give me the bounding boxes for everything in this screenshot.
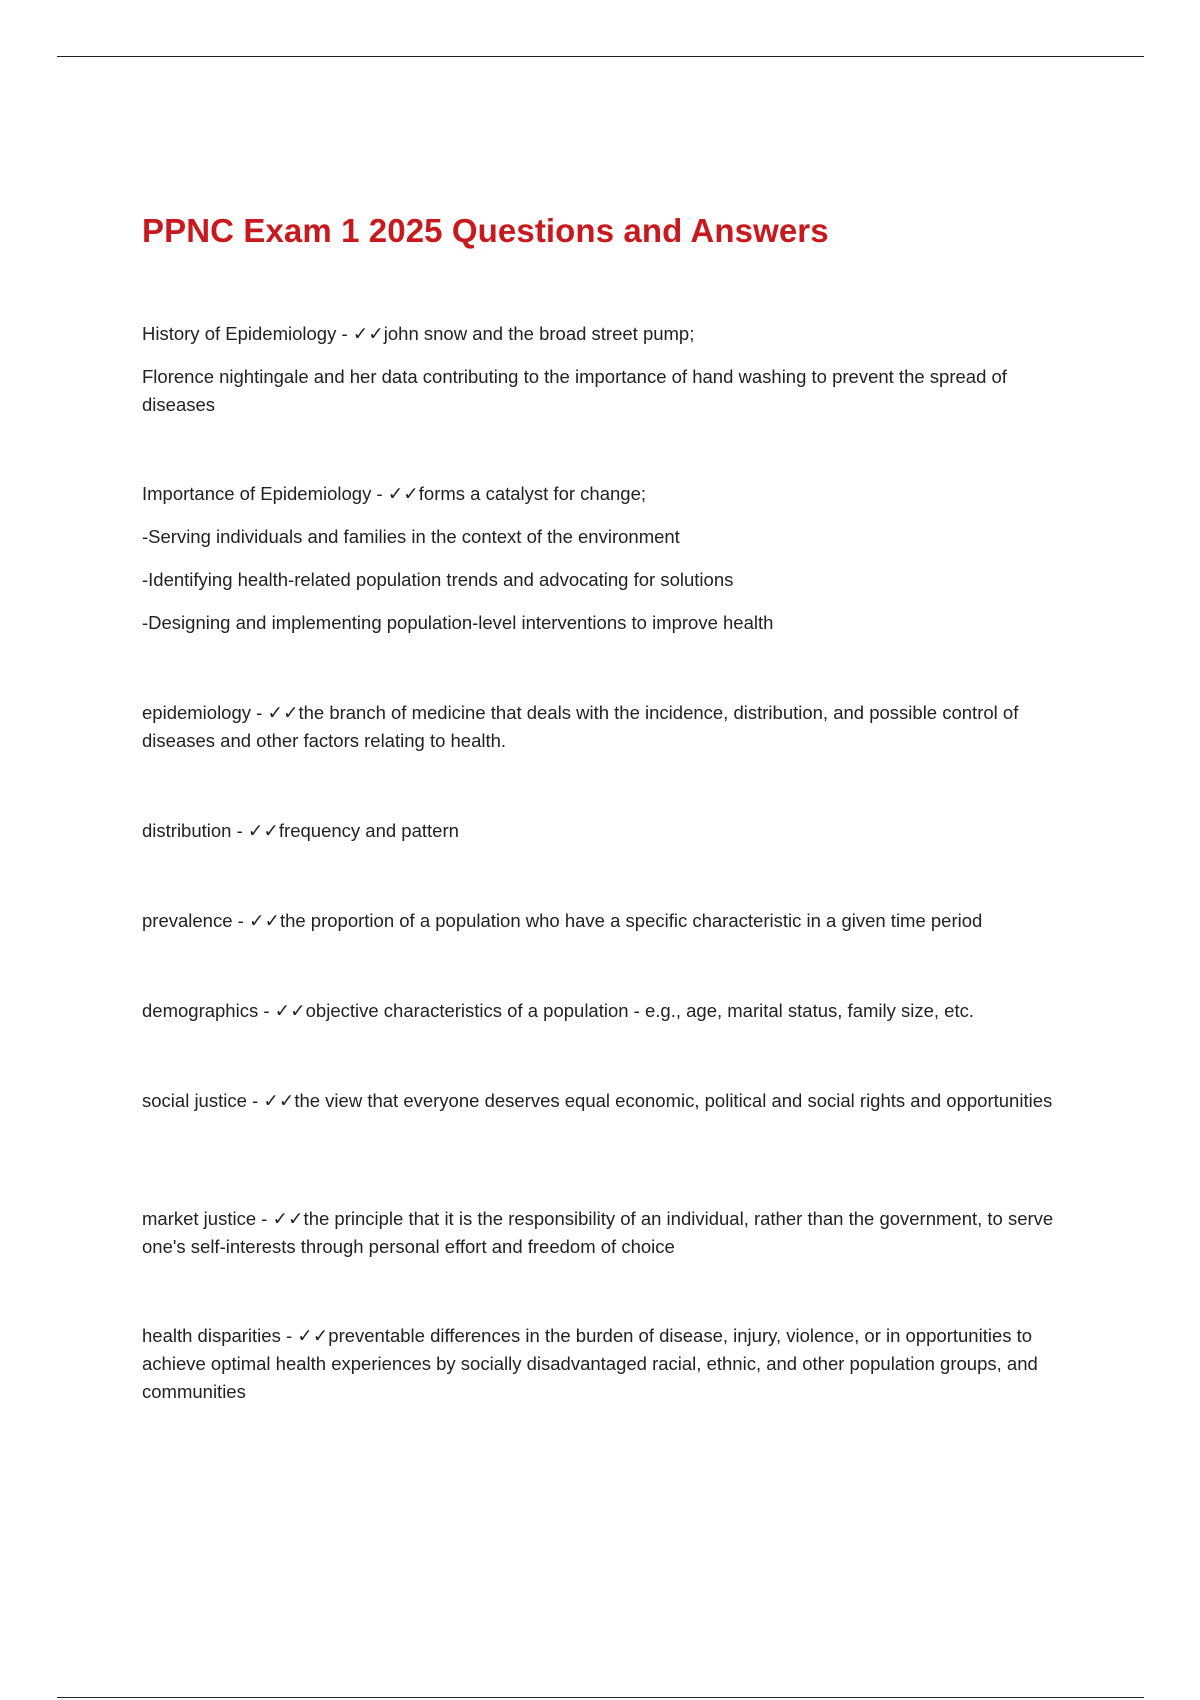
- qa-entry-market-justice: [142, 1205, 1062, 1261]
- qa-entry-health-disparities: [142, 1322, 1062, 1406]
- entry-text: Importance of Epidemiology - ✓✓forms a catalyst for change;: [142, 483, 646, 504]
- entry-detail: -Identifying health-related population trends and advocating for solutions: [142, 569, 734, 590]
- qa-entry-history-of-epidemiology: [142, 320, 1062, 419]
- entry-text: distribution - ✓✓frequency and pattern: [142, 820, 459, 841]
- entry-text: market justice - ✓✓the principle that it is the responsibility of an individual, rather than the government, to serve one's self-interests through personal effort and freedom of choice: [142, 1208, 1054, 1257]
- entry-detail: Florence nightingale and her data contributing to the importance of hand washing to prevent the spread of diseases: [142, 366, 1007, 415]
- entry-text: epidemiology - ✓✓the branch of medicine that deals with the incidence, distribution, and possible control of diseases and other factors relating to health.: [142, 702, 1019, 751]
- page-title: PPNC Exam 1 2025 Questions and Answers: [142, 212, 829, 249]
- qa-entry-importance-of-epidemiology: [142, 480, 1062, 637]
- entry-detail: -Serving individuals and families in the context of the environment: [142, 526, 680, 547]
- bottom-rule: [57, 1697, 1144, 1698]
- qa-entry-social-justice: [142, 1087, 1062, 1115]
- entry-text: demographics - ✓✓objective characteristics of a population - e.g., age, marital status, family size, etc.: [142, 1000, 975, 1021]
- qa-entry-distribution: [142, 817, 1062, 845]
- top-rule: [57, 56, 1144, 57]
- entry-text: prevalence - ✓✓the proportion of a population who have a specific characteristic in a given time period: [142, 910, 983, 931]
- qa-entry-demographics: [142, 997, 1062, 1025]
- entry-detail: -Designing and implementing population-level interventions to improve health: [142, 612, 774, 633]
- entry-text: social justice - ✓✓the view that everyone deserves equal economic, political and social rights and opportunities: [142, 1090, 1053, 1111]
- entry-text: health disparities - ✓✓preventable differences in the burden of disease, injury, violence, or in opportunities to achieve optimal health experiences by socially disadvantaged racial, ethnic, and other population groups, and communities: [142, 1325, 1038, 1402]
- qa-entry-epidemiology: [142, 699, 1062, 755]
- entry-text: History of Epidemiology - ✓✓john snow and the broad street pump;: [142, 323, 695, 344]
- qa-entry-prevalence: [142, 907, 1062, 935]
